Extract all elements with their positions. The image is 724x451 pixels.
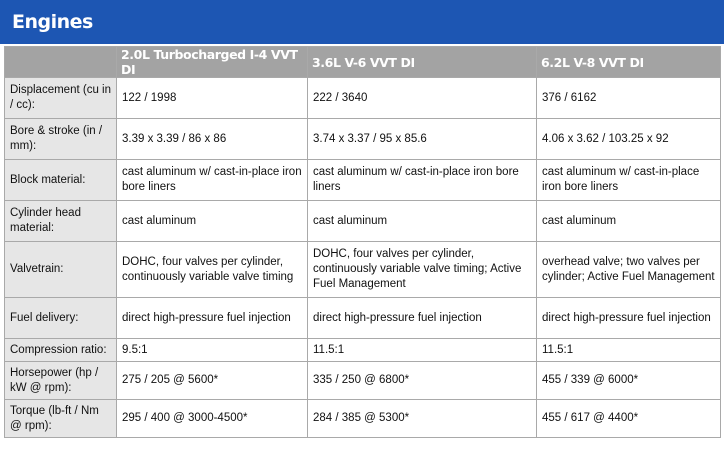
table-cell: 3.39 x 3.39 / 86 x 86 — [117, 119, 308, 160]
row-label: Torque (lb-ft / Nm @ rpm): — [5, 400, 117, 438]
table-cell: 4.06 x 3.62 / 103.25 x 92 — [537, 119, 721, 160]
table-cell: cast aluminum w/ cast-in-place iron bore liners — [537, 160, 721, 201]
table-cell: DOHC, four valves per cylinder, continuously variable valve timing; Active Fuel Management — [308, 242, 537, 298]
header-engine-6-2l: 6.2L V-8 VVT DI — [537, 47, 721, 78]
table-row — [5, 242, 721, 298]
table-row — [5, 78, 721, 119]
table-cell: 222 / 3640 — [308, 78, 537, 119]
row-label: Bore & stroke (in / mm): — [5, 119, 117, 160]
table-cell: direct high-pressure fuel injection — [537, 298, 721, 339]
table-cell: cast aluminum w/ cast-in-place iron bore liners — [308, 160, 537, 201]
row-label: Valvetrain: — [5, 242, 117, 298]
table-cell: 275 / 205 @ 5600* — [117, 362, 308, 400]
table-cell: 3.74 x 3.37 / 95 x 85.6 — [308, 119, 537, 160]
engine-specs-table — [4, 46, 721, 438]
table-cell: cast aluminum w/ cast-in-place iron bore liners — [117, 160, 308, 201]
row-label: Horsepower (hp / kW @ rpm): — [5, 362, 117, 400]
table-cell: 11.5:1 — [308, 339, 537, 362]
table-cell: 11.5:1 — [537, 339, 721, 362]
table-cell: direct high-pressure fuel injection — [117, 298, 308, 339]
row-label: Displacement (cu in / cc): — [5, 78, 117, 119]
table-cell: 295 / 400 @ 3000-4500* — [117, 400, 308, 438]
table-cell: 455 / 617 @ 4400* — [537, 400, 721, 438]
table-row — [5, 298, 721, 339]
table-cell: 335 / 250 @ 6800* — [308, 362, 537, 400]
table-cell: 376 / 6162 — [537, 78, 721, 119]
table-row — [5, 119, 721, 160]
row-label: Cylinder head material: — [5, 201, 117, 242]
table-cell: DOHC, four valves per cylinder, continuously variable valve timing — [117, 242, 308, 298]
table-cell: overhead valve; two valves per cylinder; Active Fuel Management — [537, 242, 721, 298]
header-corner — [5, 47, 117, 78]
table-row — [5, 201, 721, 242]
header-engine-2-0l: 2.0L Turbocharged I-4 VVT DI — [117, 47, 308, 78]
table-cell: direct high-pressure fuel injection — [308, 298, 537, 339]
row-label: Fuel delivery: — [5, 298, 117, 339]
table-header-row — [5, 47, 721, 78]
table-cell: 122 / 1998 — [117, 78, 308, 119]
table-cell: cast aluminum — [117, 201, 308, 242]
row-label: Block material: — [5, 160, 117, 201]
table-cell: 455 / 339 @ 6000* — [537, 362, 721, 400]
table-cell: 284 / 385 @ 5300* — [308, 400, 537, 438]
table-row — [5, 339, 721, 362]
table-row — [5, 400, 721, 438]
table-row — [5, 362, 721, 400]
row-label: Compression ratio: — [5, 339, 117, 362]
table-cell: cast aluminum — [308, 201, 537, 242]
section-title: Engines — [0, 0, 724, 44]
table-row — [5, 160, 721, 201]
header-engine-3-6l: 3.6L V-6 VVT DI — [308, 47, 537, 78]
table-cell: cast aluminum — [537, 201, 721, 242]
table-cell: 9.5:1 — [117, 339, 308, 362]
